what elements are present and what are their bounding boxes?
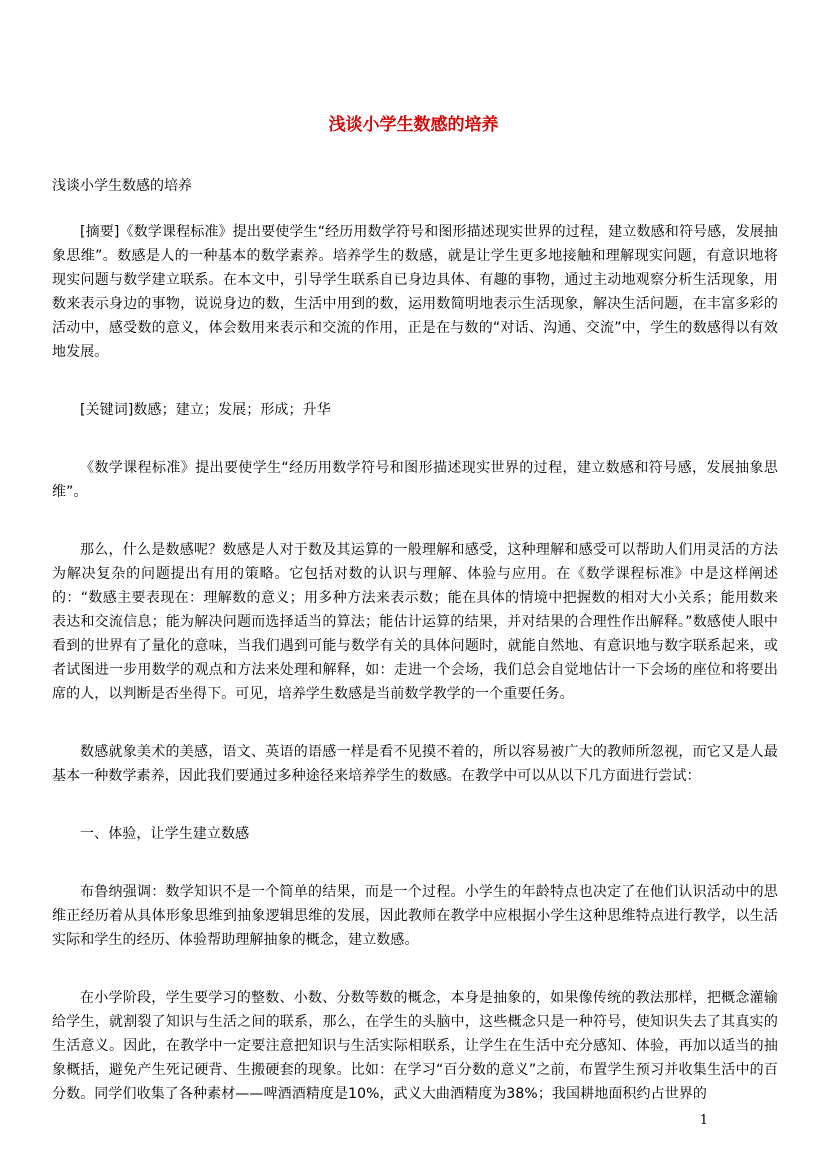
document-subtitle: 浅谈小学生数感的培养 [52,178,192,194]
document-title: 浅谈小学生数感的培养 [328,115,499,135]
body-paragraph: 布鲁纳强调：数学知识不是一个简单的结果，而是一个过程。小学生的年龄特点也决定了在他们认识活动中的思维正经历着从具体形象思维到抽象逻辑思维的发展，因此教师在教学中应根据小学生这种思维特点进行教学，以生活实际和学生的经历、体验帮助理解抽象的概念，建立数感。 [52,884,778,948]
body-paragraph: 那么，什么是数感呢？数感是人对于数及其运算的一般理解和感受，这种理解和感受可以帮助人们用灵活的方法为解决复杂的问题提出有用的策略。它包括对数的认识与理解、体验与应用。在《数学课程标准》中是这样阐述的：“数感主要表现在：理解数的意义；用多种方法来表示数；能在具体的情境中把握数的相对大小关系；能用数来表达和交流信息；能为解决问题而选择适当的算法；能估计运算的结果，并对结果的合理性作出解释。”数感使人眼中看到的世界有了量化的意味，当我们遇到可能与数学有关的具体问题时，就能自然地、有意识地与数字联系起来，或者试图进一步用数学的观点和方法来处理和解释，如：走进一个会场，我们总会自觉地估计一下会场的座位和将要出席的人，以判断是否坐得下。可见，培养学生数感是当前数学教学的一个重要任务。 [52,542,778,702]
section-heading: 一、体验，让学生建立数感 [80,826,250,842]
keywords-paragraph: [关键词]数感；建立；发展；形成；升华 [80,402,331,418]
page-number: 1 [699,1113,708,1128]
body-paragraph: 在小学阶段，学生要学习的整数、小数、分数等数的概念，本身是抽象的，如果像传统的教法那样，把概念灌输给学生，就割裂了知识与生活之间的联系，那么，在学生的头脑中，这些概念只是一种符号，使知识失去了其真实的生活意义。因此，在教学中一定要注意把知识与生活实际相联系，让学生在生活中充分感知、体验，再加以适当的抽象概括，避免产生死记硬背、生搬硬套的现象。比如：在学习“百分数的意义”之前，布置学生预习并收集生活中的百分数。同学们收集了各种素材——啤酒酒精度是10%，武义大曲酒精度为38%；我国耕地面积约占世界的 [52,990,778,1102]
body-paragraph: 数感就象美术的美感，语文、英语的语感一样是看不见摸不着的，所以容易被广大的教师所忽视，而它又是人最基本一种数学素养，因此我们要通过多种途径来培养学生的数感。在教学中可以从以下几方面进行尝试： [52,744,778,784]
body-paragraph: 《数学课程标准》提出要使学生“经历用数学符号和图形描述现实世界的过程，建立数感和符号感，发展抽象思维”。 [52,460,778,500]
abstract-paragraph: [摘要]《数学课程标准》提出要使学生“经历用数学符号和图形描述现实世界的过程，建立数感和符号感，发展抽象思维”。数感是人的一种基本的数学素养。培养学生的数感，就是让学生更多地接触和理解现实问题，有意识地将现实问题与数学建立联系。在本文中，引导学生联系自已身边具体、有趣的事物，通过主动地观察分析生活现象，用数来表示身边的事物，说说身边的数，生活中用到的数，运用数简明地表示生活现象，解决生活问题，在丰富多彩的活动中，感受数的意义，体会数用来表示和交流的作用，正是在与数的“对话、沟通、交流”中，学生的数感得以有效地发展。 [52,224,778,360]
document-body [52,220,778,1140]
